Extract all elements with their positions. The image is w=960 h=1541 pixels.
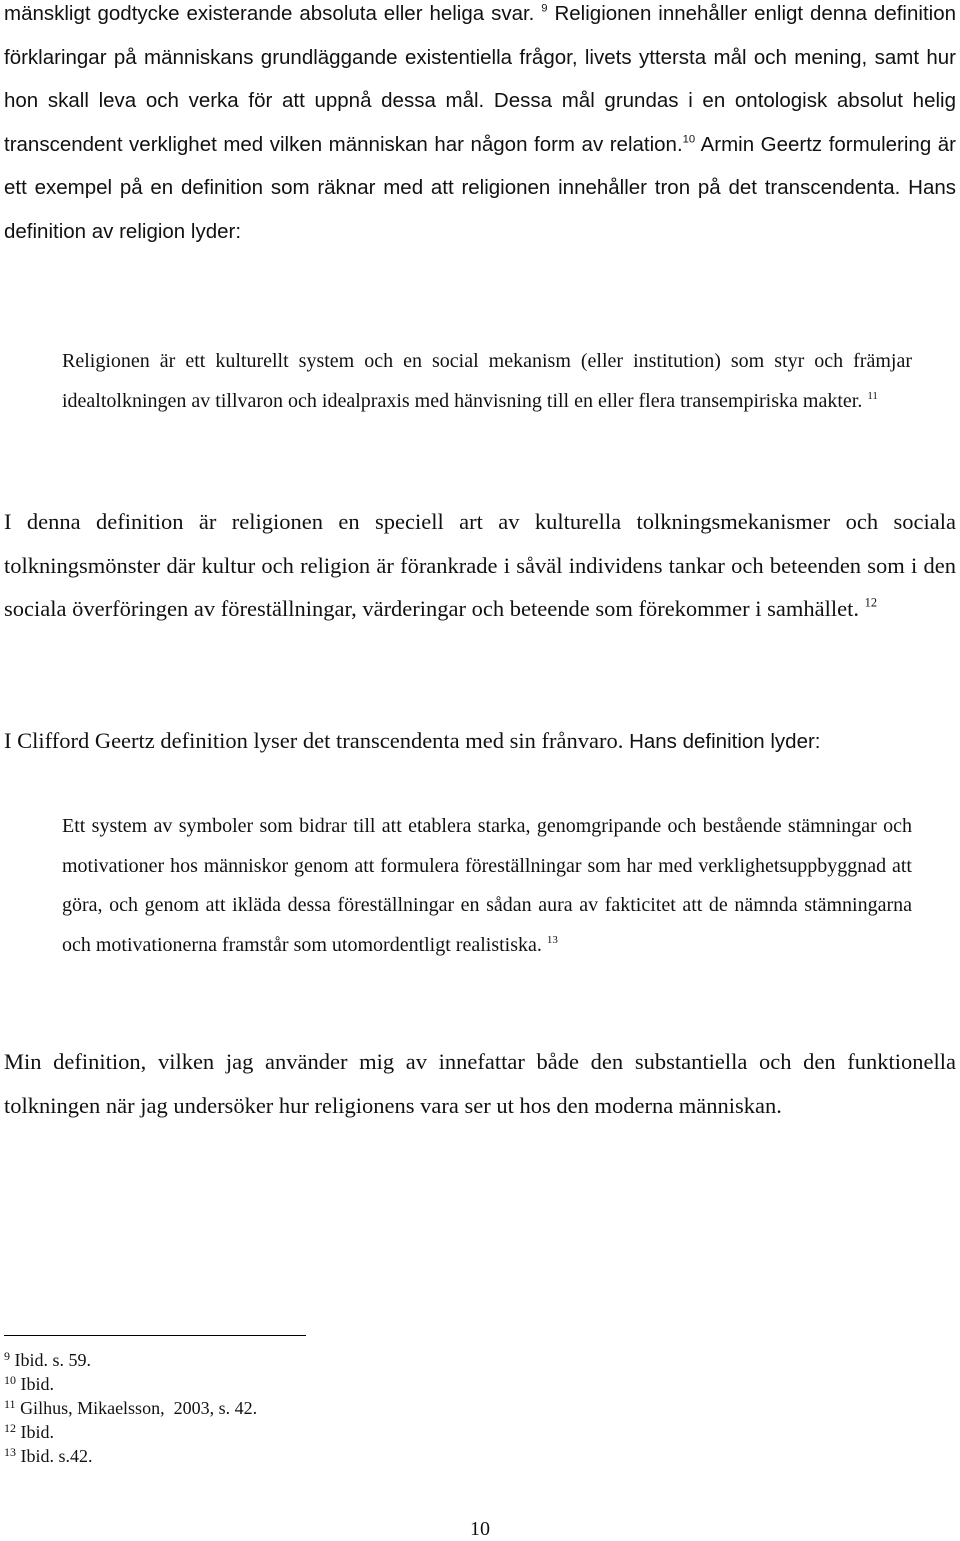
- footnote-number: 9: [4, 1349, 10, 1363]
- footnote-ref-9: 9: [541, 2, 548, 15]
- footnote-ref-11: 11: [867, 389, 878, 402]
- footnote-ref-10: 10: [682, 133, 696, 146]
- paragraph-text: Religionen innehåller enligt denna definition förklaringar på människans grundläggande existentiella frågor, livets yttersta mål och mening, samt hur hon skall leva och verka för att uppnå dessa mål. Dessa mål grundas i en ontologisk absolut helig transcendent verklighet med vilken människan har någon form av relation.: [4, 2, 956, 156]
- paragraph-own-definition: [4, 1040, 956, 1127]
- footnote-text: Ibid.: [20, 1374, 54, 1394]
- footnote-text: Ibid. s. 59.: [14, 1350, 91, 1370]
- paragraph-text: Hans definition lyder:: [623, 730, 821, 753]
- quote-text: Ett system av symboler som bidrar till att etablera starka, genomgripande och bestående stämningar och motivationer hos människor genom att formulera föreställningar som har med verklighetsuppbyggnad att göra, och genom att ikläda dessa föreställningar en sådan aura av fakticitet att de nämnda stämningarna och motivationerna framstår som utomordentligt realistiska.: [62, 815, 912, 956]
- paragraph-text: mänskligt godtycke existerande absoluta eller heliga svar.: [4, 2, 535, 25]
- footnote-13: [4, 1444, 257, 1468]
- footnote-number: 10: [4, 1373, 16, 1387]
- footnote-number: 12: [4, 1421, 16, 1435]
- block-quote-geertz-armin: [62, 342, 912, 421]
- footnote-ref-12: 12: [864, 595, 877, 610]
- footnote-12: [4, 1420, 257, 1444]
- paragraph-clifford-geertz: [4, 719, 956, 764]
- footnotes: [4, 1348, 257, 1468]
- footnote-9: [4, 1348, 257, 1372]
- footnote-ref-13: 13: [546, 933, 558, 946]
- footnote-11: [4, 1396, 257, 1420]
- footnote-text: Ibid. s.42.: [20, 1446, 93, 1466]
- block-quote-geertz-clifford: [62, 807, 912, 965]
- footnote-separator: [4, 1335, 306, 1336]
- footnote-10: [4, 1372, 257, 1396]
- paragraph-text: Min definition, vilken jag använder mig av innefattar både den substantiella och den funktionella tolkningen när jag undersöker hur religionens vara ser ut hos den moderna människan.: [4, 1049, 956, 1118]
- footnote-number: 13: [4, 1445, 16, 1459]
- paragraph-text: I denna definition är religionen en speciell art av kulturella tolkningsmekanismer och sociala tolkningsmönster där kultur och religion är förankrade i såväl individens tankar och beteenden som i den sociala överföringen av föreställningar, värderingar och beteende som förekommer i samhället.: [4, 509, 956, 622]
- paragraph-cultural-mechanism: [4, 500, 956, 631]
- paragraph-definition-intro: [4, 0, 956, 254]
- paragraph-text: Armin Geertz formulering är ett exempel på en definition som räknar med att religionen innehåller tron på det transcendenta. Hans definition av religion lyder:: [4, 132, 956, 243]
- footnote-text: Gilhus, Mikaelsson, 2003, s. 42.: [20, 1398, 258, 1418]
- quote-text: Religionen är ett kulturellt system och en social mekanism (eller institution) som styr och främjar idealtolkningen av tillvaron och idealpraxis med hänvisning till en eller flera transempiriska makter.: [62, 350, 912, 412]
- page-number: 10: [470, 1518, 490, 1540]
- paragraph-text: I Clifford Geertz definition lyser det transcendenta med sin frånvaro.: [4, 728, 624, 753]
- footnote-number: 11: [4, 1397, 16, 1411]
- footnote-text: Ibid.: [20, 1422, 54, 1442]
